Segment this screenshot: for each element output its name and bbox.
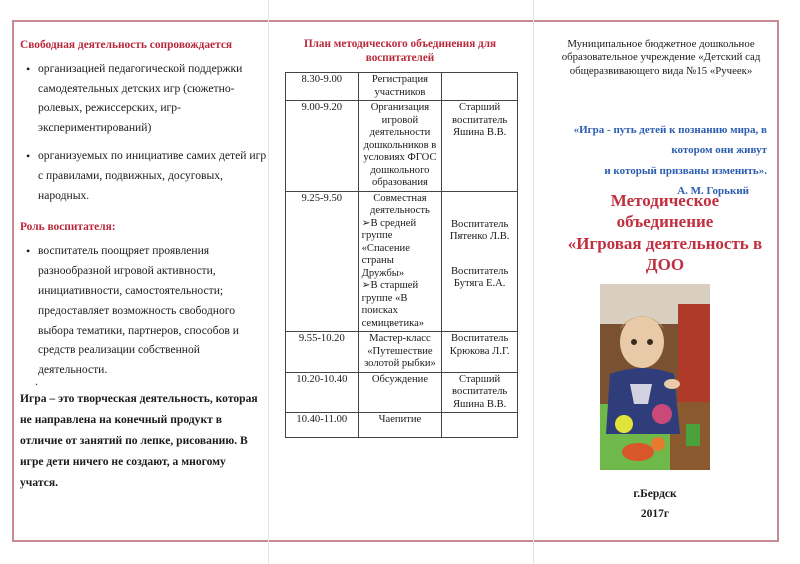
senior-group-session: ➢В старшей группе «В поисках семицветика» [361, 280, 425, 329]
plan-title: План методического объединения для воспитателей [303, 38, 497, 64]
teacher-role-heading: Роль воспитателя: [20, 221, 116, 234]
middle-group-session: ➢В средней группе «Спасение страны Дружбы» [361, 217, 417, 279]
footer [545, 484, 765, 524]
year: 2017г [640, 508, 670, 521]
table-row [286, 372, 518, 413]
city: г.Бердск [633, 488, 677, 500]
time-cell: 10.20-10.40 [286, 372, 359, 413]
epigraph-line: «Игра - путь детей к познанию мира, в [573, 124, 767, 136]
responsible-cell [442, 413, 518, 438]
event-cell: Регистрация участников [358, 73, 442, 101]
time-cell: 9.00-9.20 [286, 101, 359, 192]
epigraph-line: и который призваны изменить». [604, 164, 767, 177]
time-cell: 9.25-9.50 [286, 191, 359, 332]
event-cell: Обсуждение [358, 372, 442, 413]
time-cell: 8.30-9.00 [286, 73, 359, 101]
table-row [286, 413, 518, 438]
responsible-cell: Старший воспитатель Яшина В.В. [442, 372, 518, 413]
free-activity-list [20, 59, 270, 207]
free-activity-heading: Свободная деятельность сопровождается [20, 39, 233, 51]
child-playing-photo [600, 284, 710, 470]
title-line: «Игровая деятельность в [567, 233, 763, 253]
title-line: объединение [616, 212, 714, 232]
plan-table [285, 72, 518, 438]
responsible-cell [442, 191, 518, 332]
responsible-senior-group: Воспитатель Бутяга Е.А. [450, 265, 509, 289]
teacher-role-list [20, 241, 270, 381]
epigraph-line: котором они живут [671, 144, 767, 157]
responsible-cell: Старший воспитатель Яшина В.В. [442, 101, 518, 192]
event-cell: Чаепитие [358, 413, 442, 438]
table-row [286, 73, 518, 101]
table-row [286, 101, 518, 192]
stray-dot: . [35, 374, 38, 388]
event-title [545, 190, 785, 275]
photo-illustration [600, 284, 710, 470]
left-panel [20, 36, 270, 380]
organization-name: Муниципальное бюджетное дошкольное образовательное учреждение «Детский сад общеразвивающего вида №15 «Ручеек» [561, 38, 761, 77]
event-cell: Мастер-класс «Путешествие золотой рыбки» [358, 332, 442, 373]
responsible-cell [442, 73, 518, 101]
title-line: Методическое [610, 191, 720, 210]
game-quote: Игра – это творческая деятельность, которая не направлена на конечный продукт в отличие от занятий по лепке, рисованию. В игре дети ничего не создают, а многому учатся. [20, 392, 258, 490]
table-row [286, 191, 518, 332]
event-cell: Организация игровой деятельности дошкольников в условиях ФГОС дошкольного образования [358, 101, 442, 192]
responsible-middle-group: Воспитатель Пятенко Л.В. [449, 218, 510, 242]
list-item: • воспитатель поощряет проявления разнообразной игровой активности, инициативности, самостоятельности; предоставляет возможность свободного выбора тематики, партнеров, способов и средств реализации собственной деятельности. [20, 241, 270, 381]
event-title: Совместная деятельность [370, 192, 430, 216]
time-cell: 10.40-11.00 [286, 413, 359, 438]
time-cell: 9.55-10.20 [286, 332, 359, 373]
list-item: • организуемых по инициативе самих детей игр с правилами, подвижных, досуговых, народных. [20, 146, 270, 206]
list-item: • организацией педагогической поддержки самодеятельных детских игр (сюжетно-ролевых, режиссерских, игр-экспериментирований) [20, 59, 270, 139]
epigraph-author: А. М. Горький [677, 185, 749, 198]
title-line: ДОО [645, 254, 685, 274]
table-row [286, 332, 518, 373]
fold-line-right [533, 0, 534, 564]
responsible-cell: Воспитатель Крюкова Л.Г. [442, 332, 518, 373]
event-cell [358, 191, 442, 332]
